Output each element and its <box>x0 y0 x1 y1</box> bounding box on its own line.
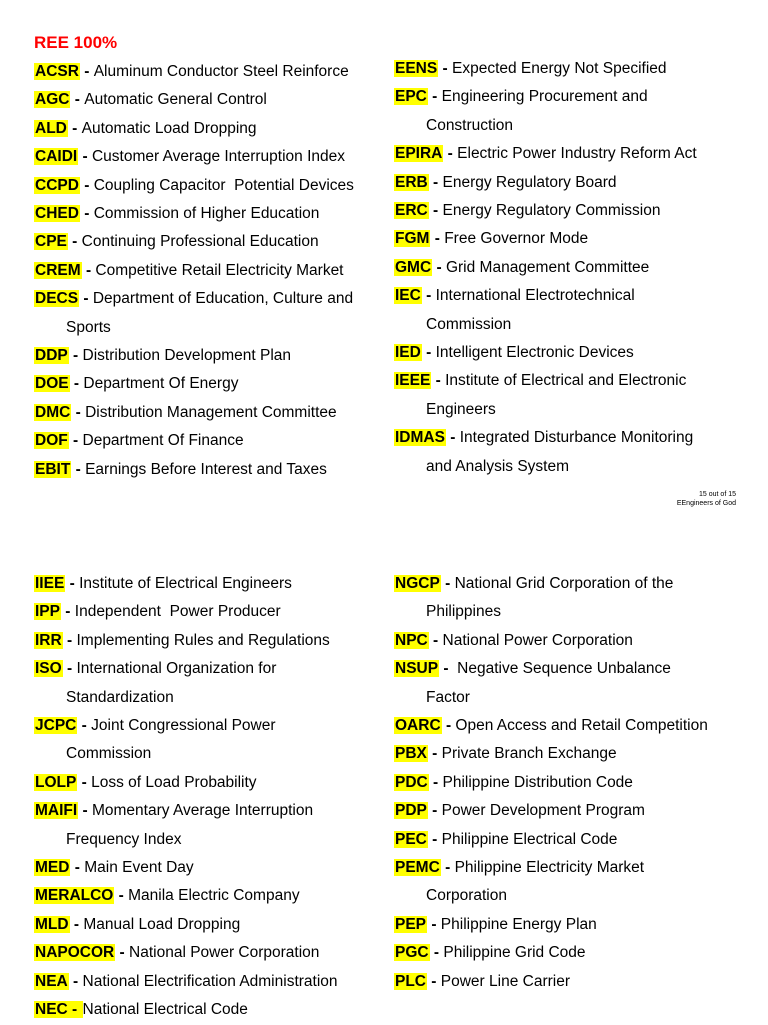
definition-continuation: and Analysis System <box>426 457 570 475</box>
glossary-entry <box>34 797 404 854</box>
separator: - <box>79 63 94 80</box>
definition: Electric Power Industry Reform Act <box>457 145 697 163</box>
glossary-entry <box>394 627 764 655</box>
definition: Coupling Capacitor Potential Devices <box>93 176 354 194</box>
definition: Power Development Program <box>441 802 645 820</box>
definition: Department Of Finance <box>82 432 244 450</box>
acronym: IDMAS <box>395 429 445 447</box>
page-number: 15 out of 15 <box>699 491 736 498</box>
acronym: ERB <box>395 173 428 191</box>
separator: - <box>421 344 436 362</box>
definition: Free Governor Mode <box>444 230 589 248</box>
definition: Open Access and Retail Competition <box>455 717 708 735</box>
definition-continuation: Frequency Index <box>66 830 182 848</box>
definition: Intelligent Electronic Devices <box>435 344 634 362</box>
glossary-entry <box>34 570 404 598</box>
separator: - <box>78 802 92 820</box>
definition: Energy Regulatory Board <box>442 173 617 191</box>
definition: Integrated Disturbance Monitoring <box>459 429 694 447</box>
glossary-entry <box>394 339 764 367</box>
acronym: DOF <box>35 432 68 450</box>
separator: - <box>429 944 444 962</box>
glossary-entry <box>34 86 404 114</box>
page-title: REE 100% <box>34 33 118 52</box>
acronym: NAPOCOR <box>35 944 115 962</box>
separator: - <box>427 88 442 106</box>
definition: Philippine Grid Code <box>443 944 586 962</box>
definition-continuation: Construction <box>426 116 514 134</box>
definition: Negative Sequence Unbalance <box>457 660 671 678</box>
glossary-entry <box>34 854 404 882</box>
glossary-entry <box>394 254 764 282</box>
acronym: JCPC <box>35 717 77 735</box>
acronym: DOE <box>35 375 69 393</box>
acronym: IED <box>395 344 421 362</box>
definition: Customer Average Interruption Index <box>91 148 346 166</box>
separator: - <box>431 372 446 390</box>
separator: - <box>441 717 456 735</box>
separator: - <box>81 261 96 279</box>
acronym: PBX <box>395 745 427 763</box>
separator: - <box>427 745 442 763</box>
separator: - <box>62 660 77 678</box>
separator: - <box>427 802 442 820</box>
glossary-entry <box>34 143 404 171</box>
glossary-entry <box>34 228 404 256</box>
acronym: PEMC <box>395 859 440 877</box>
page-footer <box>600 490 736 508</box>
glossary-entry <box>34 115 404 143</box>
acronym: ACSR <box>35 63 79 80</box>
separator: - <box>79 205 94 223</box>
definition: Manual Load Dropping <box>83 915 241 933</box>
separator: - <box>427 915 441 933</box>
definition: Aluminum Conductor Steel Reinforce <box>93 63 349 80</box>
acronym: IEEE <box>395 372 431 390</box>
definition: Distribution Development Plan <box>82 347 292 365</box>
glossary-entry <box>394 740 764 768</box>
acronym: EPC <box>395 88 427 106</box>
definition: Implementing Rules and Regulations <box>76 631 330 649</box>
separator: - <box>428 202 443 220</box>
glossary-entry <box>394 367 764 424</box>
definition: Expected Energy Not Specified <box>452 60 667 77</box>
definition: Earnings Before Interest and Taxes <box>85 460 327 478</box>
acronym: ERC <box>395 202 428 220</box>
definition: Philippine Electricity Market <box>454 859 645 877</box>
definition: International Organization for <box>76 660 277 678</box>
definition: Philippine Distribution Code <box>442 773 633 791</box>
separator: - <box>438 60 452 77</box>
separator: - <box>68 972 83 990</box>
acronym: MERALCO <box>35 887 114 905</box>
acronym: DECS <box>35 290 79 308</box>
glossary-entry <box>34 598 404 626</box>
separator: - <box>70 859 85 877</box>
definition: Commission of Higher Education <box>93 205 320 223</box>
definition: National Power Corporation <box>129 944 320 962</box>
acronym: PLC <box>395 972 426 990</box>
definition: Momentary Average Interruption <box>91 802 314 820</box>
separator: - <box>428 773 443 791</box>
glossary-entry <box>34 939 404 967</box>
glossary-column-bottom-right <box>394 570 764 996</box>
acronym: AGC <box>35 91 70 109</box>
definition: Main Event Day <box>84 859 194 877</box>
acronym: MED <box>35 859 70 877</box>
separator: - <box>432 258 446 276</box>
glossary-entry <box>394 140 764 168</box>
glossary-entry <box>394 225 764 253</box>
glossary-entry <box>34 627 404 655</box>
separator: - <box>440 575 455 592</box>
definition: Automatic General Control <box>84 91 267 109</box>
definition: Manila Electric Company <box>128 887 300 905</box>
acronym: NEA <box>35 972 68 990</box>
separator: - <box>70 91 85 109</box>
separator: - <box>77 773 92 791</box>
acronym: NEC - <box>35 1001 82 1019</box>
glossary-entry <box>394 55 764 83</box>
definition: Grid Management Committee <box>445 258 650 276</box>
glossary-entry <box>34 257 404 285</box>
glossary-entry <box>394 797 764 825</box>
definition: Loss of Load Probability <box>91 773 257 791</box>
acronym: NPC <box>395 631 428 649</box>
glossary-entry <box>34 769 404 797</box>
glossary-entry <box>34 172 404 200</box>
definition: Department of Education, Culture and <box>92 290 354 308</box>
separator: - <box>68 347 83 365</box>
separator: - <box>439 660 458 678</box>
definition: International Electrotechnical <box>435 287 635 305</box>
definition: Automatic Load Dropping <box>81 119 257 137</box>
definition: Power Line Carrier <box>440 972 570 990</box>
separator: - <box>440 859 455 877</box>
acronym: IIEE <box>35 575 65 592</box>
separator: - <box>65 575 80 592</box>
separator: - <box>427 972 441 990</box>
definition-continuation: Corporation <box>426 887 507 905</box>
acronym: CCPD <box>35 176 79 194</box>
separator: - <box>428 173 443 191</box>
separator: - <box>67 233 82 251</box>
separator: - <box>78 148 92 166</box>
glossary-entry <box>394 826 764 854</box>
separator: - <box>443 145 458 163</box>
acronym: ALD <box>35 119 67 137</box>
separator: - <box>421 287 436 305</box>
definition: Department Of Energy <box>83 375 239 393</box>
definition: Competitive Retail Electricity Market <box>95 261 344 279</box>
definition: Philippine Electrical Code <box>441 830 618 848</box>
acronym: OARC <box>395 717 441 735</box>
definition: National Electrification Administration <box>82 972 338 990</box>
separator: - <box>79 176 94 194</box>
glossary-entry <box>34 882 404 910</box>
acronym: PDC <box>395 773 428 791</box>
glossary-entry <box>394 712 764 740</box>
glossary-entry <box>34 200 404 228</box>
acronym: GMC <box>395 258 432 276</box>
definition-continuation: Commission <box>66 745 152 763</box>
acronym: NSUP <box>395 660 439 678</box>
definition: Distribution Management Committee <box>85 403 337 421</box>
glossary-entry <box>34 399 404 427</box>
acronym: EENS <box>395 60 438 77</box>
acronym: LOLP <box>35 773 77 791</box>
definition: National Grid Corporation of the <box>454 575 674 592</box>
glossary-entry <box>34 456 404 484</box>
glossary-entry <box>394 911 764 939</box>
separator: - <box>68 432 83 450</box>
separator: - <box>445 429 460 447</box>
glossary-entry <box>34 58 404 86</box>
separator: - <box>71 460 86 478</box>
glossary-column-top-left <box>34 58 404 484</box>
definition-continuation: Commission <box>426 315 512 333</box>
separator: - <box>115 944 130 962</box>
glossary-entry <box>394 769 764 797</box>
separator: - <box>71 403 86 421</box>
glossary-column-top-right <box>394 55 764 481</box>
acronym: IEC <box>395 287 421 305</box>
glossary-column-bottom-left <box>34 570 404 1025</box>
acronym: IRR <box>35 631 62 649</box>
definition: Institute of Electrical Engineers <box>79 575 292 592</box>
acronym: FGM <box>395 230 430 248</box>
acronym: EBIT <box>35 460 71 478</box>
acronym: DDP <box>35 347 68 365</box>
definition: Independent Power Producer <box>74 603 281 621</box>
separator: - <box>69 375 84 393</box>
separator: - <box>427 830 442 848</box>
acronym: IPP <box>35 603 60 621</box>
glossary-entry <box>394 169 764 197</box>
acronym: PEP <box>395 915 427 933</box>
glossary-entry <box>394 854 764 911</box>
definition: Energy Regulatory Commission <box>442 202 661 220</box>
glossary-entry <box>34 370 404 398</box>
glossary-entry <box>394 424 764 481</box>
separator: - <box>77 717 92 735</box>
glossary-entry <box>394 83 764 140</box>
definition-continuation: Factor <box>426 688 470 706</box>
glossary-entry <box>34 712 404 769</box>
definition: Institute of Electrical and Electronic <box>445 372 687 390</box>
acronym: DMC <box>35 403 71 421</box>
glossary-entry <box>394 197 764 225</box>
definition: National Power Corporation <box>442 631 633 649</box>
glossary-entry <box>394 655 764 712</box>
glossary-entry <box>34 911 404 939</box>
footer-credit: EEngineers of God <box>676 500 736 507</box>
glossary-entry <box>34 342 404 370</box>
definition: Continuing Professional Education <box>81 233 319 251</box>
acronym: MAIFI <box>35 802 78 820</box>
acronym: CPE <box>35 233 67 251</box>
glossary-entry <box>34 285 404 342</box>
glossary-entry <box>34 655 404 712</box>
acronym: CAIDI <box>35 148 78 166</box>
definition-continuation: Sports <box>66 318 111 336</box>
glossary-entry <box>34 427 404 455</box>
acronym: PGC <box>395 944 429 962</box>
acronym: ISO <box>35 660 62 678</box>
definition: Philippine Energy Plan <box>440 915 597 933</box>
glossary-entry <box>394 282 764 339</box>
separator: - <box>62 631 77 649</box>
separator: - <box>430 230 445 248</box>
acronym: EPIRA <box>395 145 443 163</box>
separator: - <box>67 119 82 137</box>
acronym: NGCP <box>395 575 440 592</box>
glossary-entry <box>394 939 764 967</box>
separator: - <box>60 603 75 621</box>
acronym: MLD <box>35 915 69 933</box>
separator: - <box>428 631 443 649</box>
glossary-entry <box>394 570 764 627</box>
definition: Private Branch Exchange <box>441 745 617 763</box>
acronym: CREM <box>35 261 81 279</box>
definition: Joint Congressional Power <box>91 717 276 735</box>
separator: - <box>69 915 84 933</box>
glossary-entry <box>34 968 404 996</box>
definition: National Electrical Code <box>82 1001 248 1019</box>
definition-continuation: Standardization <box>66 688 174 706</box>
acronym: CHED <box>35 205 79 223</box>
definition-continuation: Philippines <box>426 603 501 621</box>
definition: Engineering Procurement and <box>441 88 648 106</box>
acronym: PDP <box>395 802 427 820</box>
glossary-entry <box>34 996 404 1024</box>
separator: - <box>114 887 129 905</box>
definition-continuation: Engineers <box>426 400 496 418</box>
acronym: PEC <box>395 830 427 848</box>
separator: - <box>79 290 93 308</box>
glossary-entry <box>394 968 764 996</box>
